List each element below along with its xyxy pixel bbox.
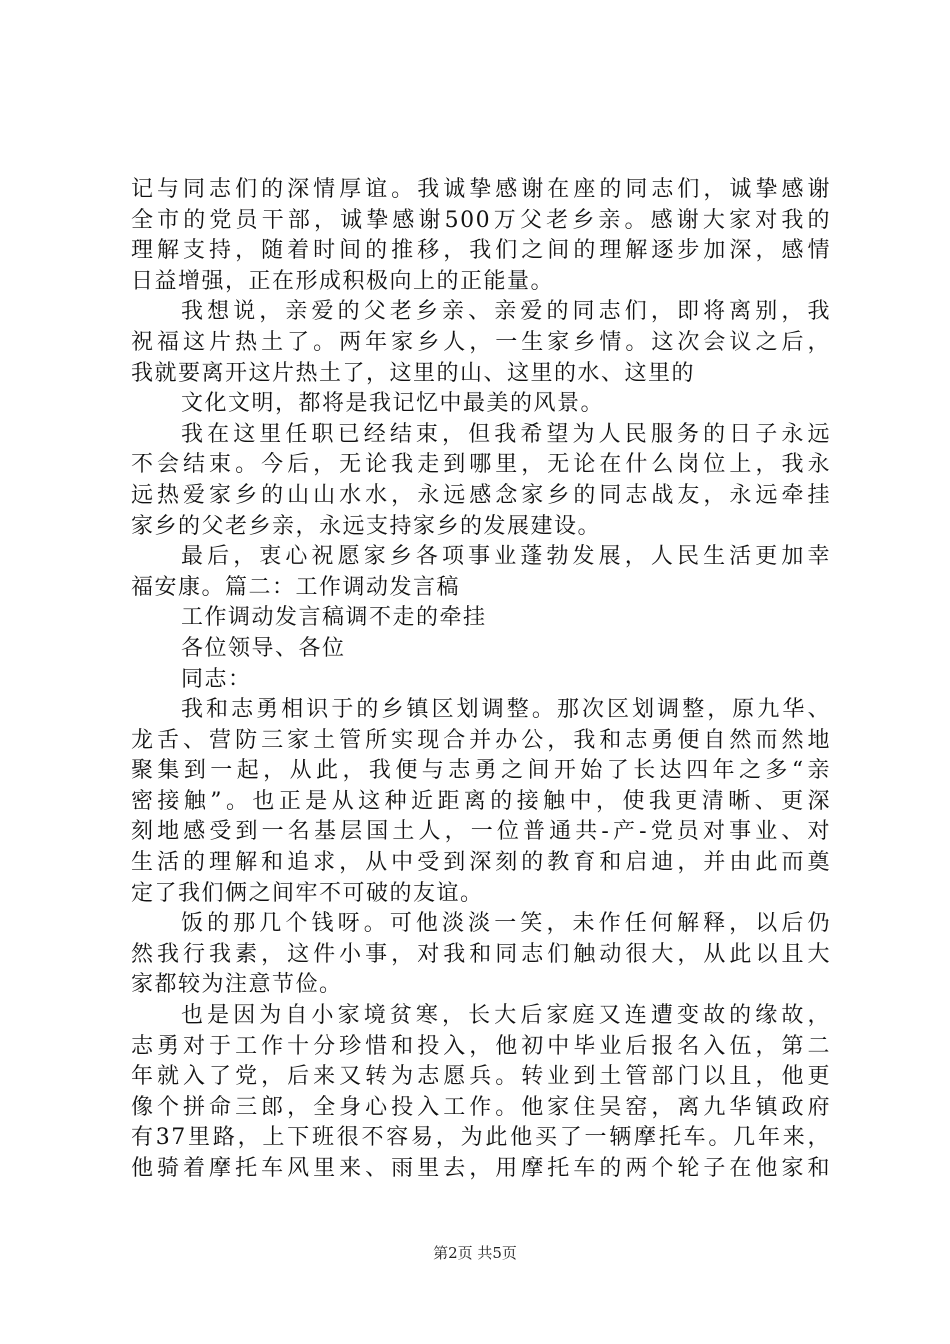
text-line: 他骑着摩托车风里来、雨里去，用摩托车的两个轮子在他家和 [131, 1156, 831, 1181]
text-line: 像个拼命三郎，全身心投入工作。他家住吴窑，离九华镇政府 [131, 1094, 831, 1120]
text-line: 也是因为自小家境贫寒，长大后家庭又连遭变故的缘故， [181, 1003, 831, 1029]
text-line: 然我行我素，这件小事，对我和同志们触动很大，从此以且大 [131, 941, 831, 967]
text-line: 理解支持，随着时间的推移，我们之间的理解逐步加深，感情 [131, 238, 831, 264]
text-line: 家乡的父老乡亲，永远支持家乡的发展建设。 [131, 513, 602, 539]
text-line: 有37里路，上下班很不容易，为此他买了一辆摩托车。几年来， [131, 1125, 831, 1151]
text-line: 我在这里任职已经结束，但我希望为人民服务的日子永远 [181, 421, 831, 447]
text-line: 祝福这片热土了。两年家乡人，一生家乡情。这次会议之后， [131, 329, 831, 355]
text-line: 日益增强，正在形成积极向上的正能量。 [131, 268, 555, 294]
text-line: 福安康。篇二：工作调动发言稿 [131, 574, 461, 600]
text-line: 记与同志们的深情厚谊。我诚挚感谢在座的同志们，诚挚感谢 [131, 177, 831, 202]
text-line: 家都较为注意节俭。 [131, 972, 343, 998]
text-line: 不会结束。今后，无论我走到哪里，无论在什么岗位上，我永 [131, 452, 831, 478]
text-line: 聚集到一起，从此，我便与志勇之间开始了长达四年之多“亲 [131, 758, 831, 784]
document-body [131, 175, 831, 1185]
text-line: 同志： [181, 666, 252, 692]
text-line: 定了我们俩之间牢不可破的友谊。 [131, 880, 484, 906]
text-line: 志勇对于工作十分珍惜和投入，他初中毕业后报名入伍，第二 [131, 1033, 831, 1059]
text-line: 年就入了党，后来又转为志愿兵。转业到土管部门以且，他更 [131, 1064, 831, 1090]
text-line: 生活的理解和追求，从中受到深刻的教育和启迪，并由此而奠 [131, 850, 831, 876]
text-line: 我想说，亲爱的父老乡亲、亲爱的同志们，即将离别，我 [181, 299, 831, 325]
text-line: 我和志勇相识于的乡镇区划调整。那次区划调整，原九华、 [181, 697, 831, 723]
text-line: 龙舌、营防三家土管所实现合并办公，我和志勇便自然而然地 [131, 727, 831, 753]
text-line: 远热爱家乡的山山水水，永远感念家乡的同志战友，永远牵挂 [131, 482, 831, 508]
text-line: 文化文明，都将是我记忆中最美的风景。 [181, 391, 605, 417]
text-line: 最后，衷心祝愿家乡各项事业蓬勃发展，人民生活更加幸 [181, 544, 831, 570]
text-line: 全市的党员干部，诚挚感谢500万父老乡亲。感谢大家对我的 [131, 207, 831, 233]
text-line: 刻地感受到一名基层国土人，一位普通共-产-党员对事业、对 [131, 819, 831, 845]
page-footer: 第2页 共5页 [433, 1244, 517, 1262]
text-line: 工作调动发言稿调不走的牵挂 [181, 605, 487, 631]
text-line: 饭的那几个钱呀。可他淡淡一笑，未作任何解释，以后仍 [181, 911, 831, 937]
text-line: 我就要离开这片热土了，这里的山、这里的水、这里的 [131, 360, 696, 386]
text-line: 密接触”。也正是从这种近距离的接触中，使我更清晰、更深 [131, 788, 831, 814]
text-line: 各位领导、各位 [181, 635, 346, 661]
